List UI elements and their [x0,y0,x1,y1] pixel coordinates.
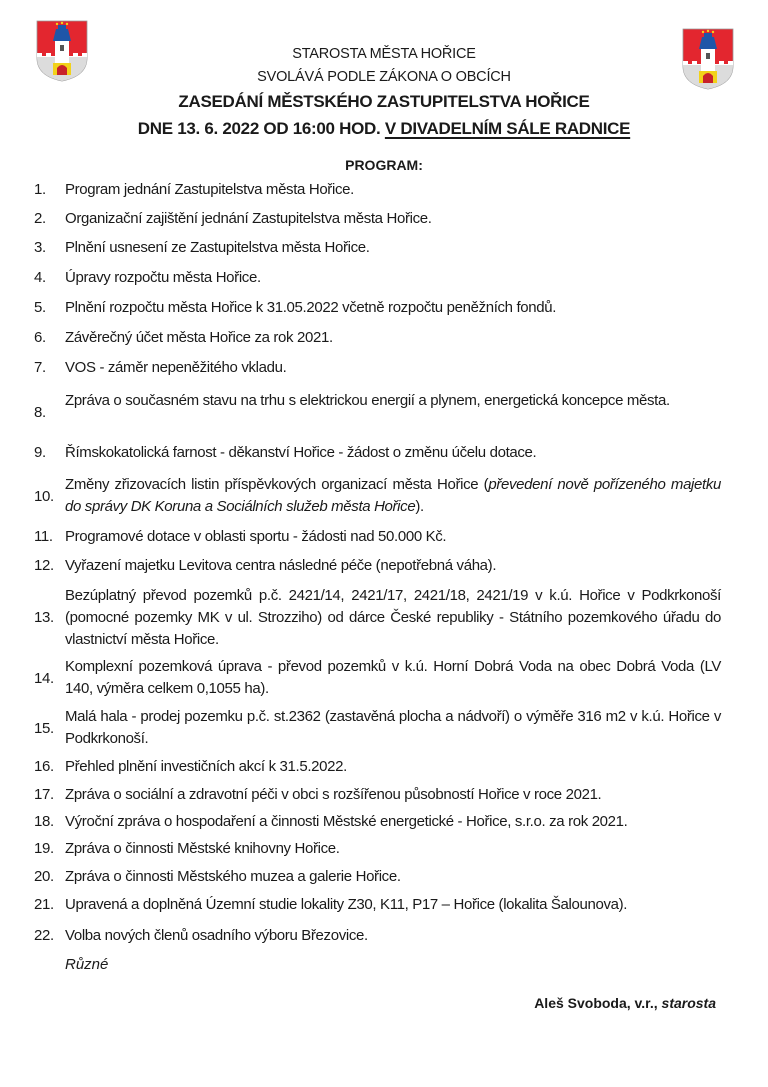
list-item [0,656,768,700]
item-number: 20. [34,868,54,885]
list-item [0,390,768,434]
item-text: Zpráva o činnosti Městské knihovny Hořice. [65,840,340,857]
item-number: 17. [34,786,54,803]
item-number: 19. [34,840,54,857]
item-text: Zpráva o sociální a zdravotní péči v obci s rozšířenou působností Hořice v roce 2021. [65,786,602,803]
item-text: Zpráva o činnosti Městského muzea a galerie Hořice. [65,868,401,885]
meeting-date-location [0,119,768,139]
item-number: 2. [34,210,46,227]
item-number: 13. [34,609,54,626]
item-text-italic: převedení nově pořízeného majetku do správy DK Koruna a Sociálních služeb města Hořice [65,476,721,515]
item-number: 11. [34,528,53,545]
signature-name: Aleš Svoboda, v.r., [534,995,662,1011]
meeting-title: ZASEDÁNÍ MĚSTSKÉHO ZASTUPITELSTVA HOŘICE [178,92,590,111]
item-number: 18. [34,813,54,830]
item-number: 10. [34,488,54,505]
item-text-main: Změny zřizovacích listin příspěvkových organizací města Hořice ( [65,476,489,493]
item-text: Přehled plnění investičních akcí k 31.5.2022. [65,758,347,775]
meeting-date: DNE 13. 6. 2022 OD 16:00 HOD. [137,119,385,138]
item-number: 5. [34,299,46,316]
item-text: Organizační zajištění jednání Zastupitelstva města Hořice. [65,210,432,227]
item-text: Upravená a doplněná Územní studie lokality Z30, K11, P17 – Hořice (lokalita Šalounova). [65,896,628,913]
item-number: 12. [34,557,54,574]
item-text: Bezúplatný převod pozemků p.č. 2421/14, 2421/17, 2421/18, 2421/19 v k.ú. Hořice v Podkrkonoší (pomocné pozemky MK v ul. Strozziho) od dárce České republiky - Státního pozemkového úřadu do vlastnictví města Hořice. [65,587,721,648]
item-number: 8. [34,404,46,421]
item-text-end: ). [415,498,424,515]
item-number: 7. [34,359,46,376]
item-text: Výroční zpráva o hospodaření a činnosti Městské energetické - Hořice, s.r.o. za rok 2021. [65,813,628,830]
list-item [0,706,768,750]
item-text: Vyřazení majetku Levitova centra následné péče (nepotřebná váha). [65,557,497,574]
header-line-mayor: STAROSTA MĚSTA HOŘICE [292,46,476,62]
program-heading: PROGRAM: [345,157,423,173]
item-text: Závěrečný účet města Hořice za rok 2021. [65,329,333,346]
item-text: Plnění rozpočtu města Hořice k 31.05.2022 včetně rozpočtu peněžních fondů. [65,299,557,316]
item-text: Plnění usnesení ze Zastupitelstva města Hořice. [65,239,370,256]
signature [534,995,716,1011]
item-text: Programové dotace v oblasti sportu - žádosti nad 50.000 Kč. [65,528,447,545]
item-number: 1. [34,181,46,198]
list-item [0,474,768,518]
item-text: Komplexní pozemková úprava - převod pozemků v k.ú. Horní Dobrá Voda na obec Dobrá Voda (LV 140, výměra celkem 0,1055 ha). [65,658,721,697]
item-number: 6. [34,329,46,346]
item-number: 3. [34,239,46,256]
item-text: Volba nových členů osadního výboru Březovice. [65,927,368,944]
item-number: 9. [34,444,46,461]
item-number: 4. [34,269,46,286]
item-number: 14. [34,670,54,687]
item-text: Program jednání Zastupitelstva města Hořice. [65,181,354,198]
header-line-convenes: SVOLÁVÁ PODLE ZÁKONA O OBCÍCH [257,69,511,85]
item-number: 22. [34,927,54,944]
item-text: Zpráva o současném stavu na trhu s elektrickou energií a plynem, energetická koncepce města. [65,392,670,409]
item-text: Malá hala - prodej pozemku p.č. st.2362 (zastavěná plocha a nádvoří) o výměře 316 m2 v k.ú. Hořice v Podkrkonoší. [65,708,721,747]
list-item [0,585,768,651]
item-number: 15. [34,720,54,737]
signature-title: starosta [661,995,716,1011]
item-text: Římskokatolická farnost - děkanství Hořice - žádost o změnu účelu dotace. [65,444,537,461]
item-number: 21. [34,896,54,913]
misc-item: Různé [65,956,109,973]
item-number: 16. [34,758,54,775]
item-text: Úpravy rozpočtu města Hořice. [65,269,261,286]
item-text: VOS - záměr nepeněžitého vkladu. [65,359,287,376]
item-text [65,474,721,518]
meeting-location: V DIVADELNÍM SÁLE RADNICE [384,119,631,138]
